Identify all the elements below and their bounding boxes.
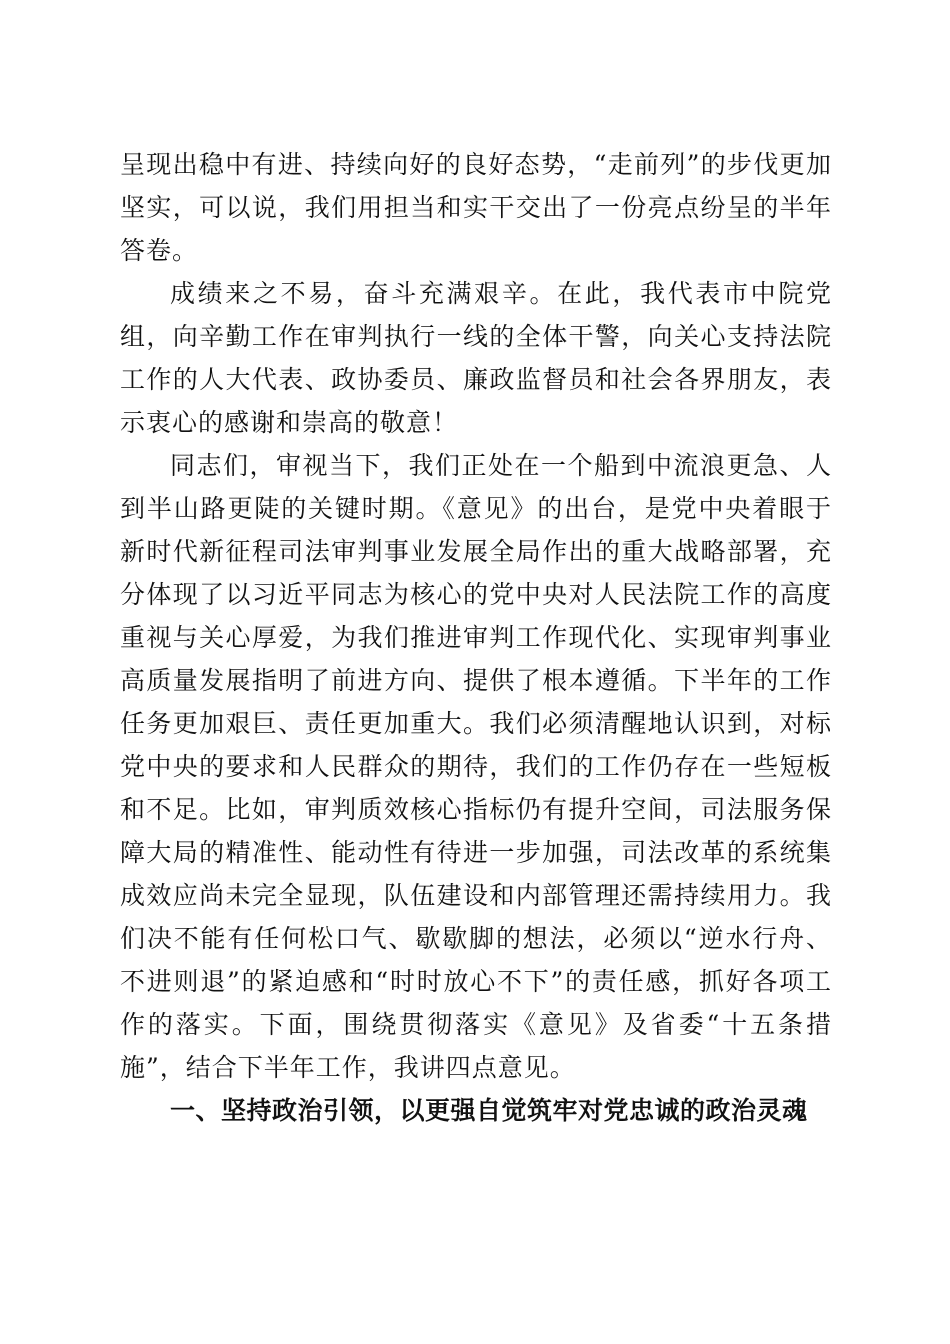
paragraph-current-situation: 同志们，审视当下，我们正处在一个船到中流浪更急、人到半山路更陡的关键时期。《意见》的出台，是党中央着眼于新时代新征程司法审判事业发展全局作出的重大战略部署，充分体现了以习近平同志为核心的党中央对人民法院工作的高度重视与关心厚爱，为我们推进审判工作现代化、实现审判事业高质量发展指明了前进方向、提供了根本遵循。下半年的工作任务更加艰巨、责任更加重大。我们必须清醒地认识到，对标党中央的要求和人民群众的期待，我们的工作仍存在一些短板和不足。比如，审判质效核心指标仍有提升空间，司法服务保障大局的精准性、能动性有待进一步加强，司法改革的系统集成效应尚未完全显现，队伍建设和内部管理还需持续用力。我们决不能有任何松口气、歇歇脚的想法，必须以“逆水行舟、不进则退”的紧迫感和“时时放心不下”的责任感，抓好各项工作的落实。下面，围绕贯彻落实《意见》及省委“十五条措施”，结合下半年工作，我讲四点意见。 <box>120 451 832 1082</box>
paragraph-continuation: 呈现出稳中有进、持续向好的良好态势，“走前列”的步伐更加坚实，可以说，我们用担当和实干交出了一份亮点纷呈的半年答卷。 <box>120 150 832 265</box>
document-body <box>120 143 832 1132</box>
section-heading: 一、坚持政治引领，以更强自觉筑牢对党忠诚的政治灵魂 <box>170 1096 808 1125</box>
paragraph-thanks: 成绩来之不易，奋斗充满艰辛。在此，我代表市中院党组，向辛勤工作在审判执行一线的全体干警，向关心支持法院工作的人大代表、政协委员、廉政监督员和社会各界朋友，表示衷心的感谢和崇高的敬意！ <box>120 279 832 437</box>
